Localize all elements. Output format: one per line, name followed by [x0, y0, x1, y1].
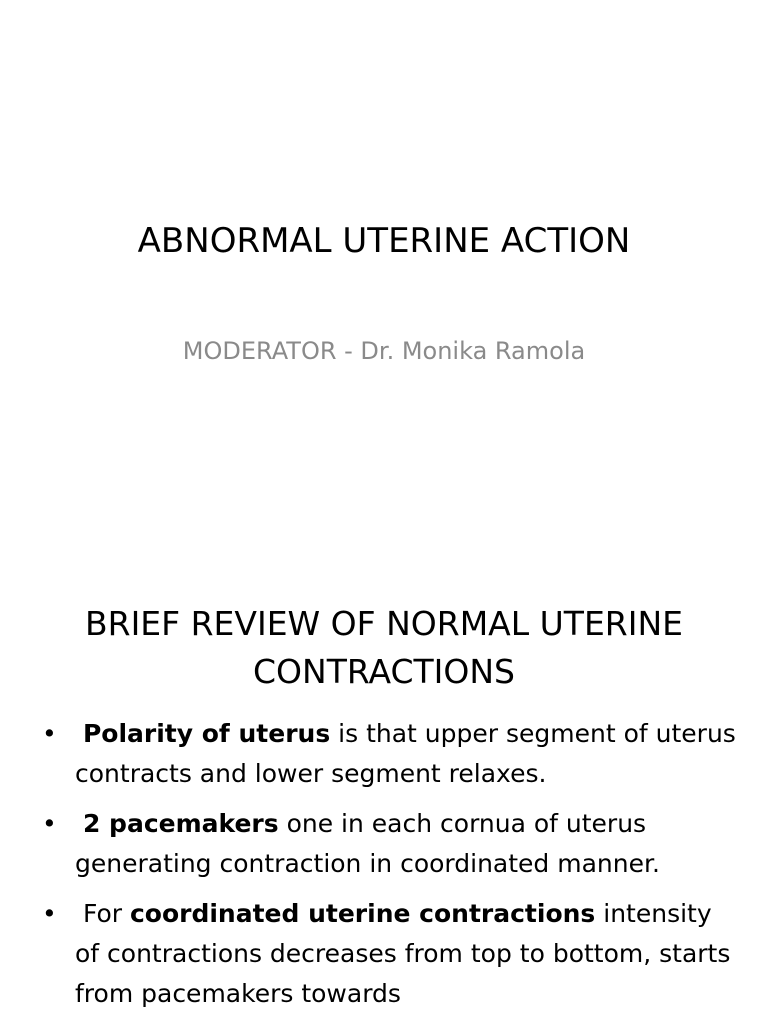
bullet-emphasis: 2 pacemakers	[82, 809, 279, 838]
bullet-body: intensity of contractions decreases from top to bottom, starts from pacemakers towards	[75, 899, 731, 1008]
bullet-icon: •	[42, 899, 57, 928]
bullet-lead: For	[82, 899, 130, 928]
slide-title: BRIEF REVIEW OF NORMAL UTERINE CONTRACTIONS	[85, 604, 683, 691]
slide-subtitle: MODERATOR - Dr. Monika Ramola	[182, 337, 586, 365]
bullet-icon: •	[42, 809, 57, 838]
bullet-emphasis: Polarity of uterus	[82, 719, 331, 748]
list-item	[40, 804, 740, 884]
list-item	[40, 714, 740, 794]
list-item	[40, 894, 740, 1014]
bullet-body: one in each cornua of uterus generating contraction in coordinated manner.	[75, 809, 660, 878]
slide-title: ABNORMAL UTERINE ACTION	[137, 221, 631, 261]
bullet-list	[40, 714, 740, 1024]
bullet-icon: •	[42, 719, 57, 748]
bullet-emphasis: coordinated uterine contractions	[129, 899, 596, 928]
bullet-text	[75, 899, 730, 1008]
bullet-text	[75, 809, 660, 878]
bullet-body: is that upper segment of uterus contracts and lower segment relaxes.	[75, 719, 736, 788]
bullet-text	[75, 719, 736, 788]
slide-2	[0, 576, 768, 1024]
